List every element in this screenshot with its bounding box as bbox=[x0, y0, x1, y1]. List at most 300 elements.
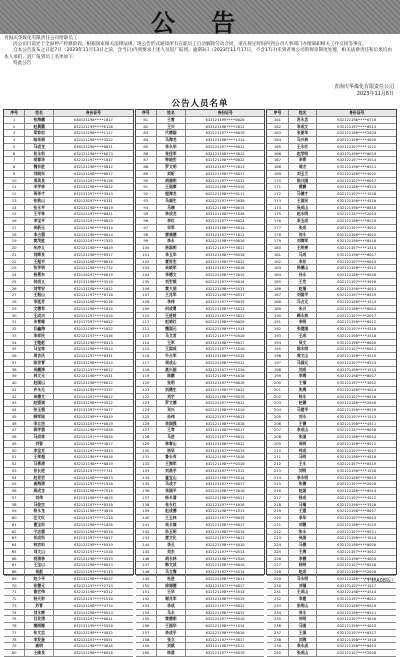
cell-name: 马成龙 bbox=[25, 144, 54, 150]
table-row bbox=[4, 515, 133, 522]
cell-no: 209 bbox=[267, 441, 288, 447]
cell-id: 632121198****0519 bbox=[337, 218, 377, 223]
cell-no: 28 bbox=[4, 299, 25, 305]
cell-name: 吴明 bbox=[289, 441, 318, 447]
cell-name: 钟晓宏 bbox=[157, 157, 186, 163]
table-row bbox=[4, 549, 133, 556]
cell-no: 169 bbox=[267, 171, 288, 177]
cell-name: 刘昕 bbox=[157, 171, 186, 177]
cell-id: 632121198****1012 bbox=[73, 285, 113, 291]
table-row bbox=[136, 353, 265, 360]
cell-no: 43 bbox=[4, 400, 25, 406]
cell-no: 118 bbox=[136, 367, 157, 373]
cell-id: 632121197****1518 bbox=[337, 191, 377, 196]
cell-name: 刘玉兰 bbox=[289, 171, 318, 177]
cell-name: 吴国 bbox=[289, 535, 318, 541]
cell-name: 杨清林 bbox=[25, 556, 54, 562]
cell-name: 何永 bbox=[289, 232, 318, 238]
cell-no: 149 bbox=[136, 576, 157, 582]
cell-name: 刘德 bbox=[289, 522, 318, 528]
cell-no: 113 bbox=[136, 333, 157, 339]
cell-id: 632121197****0012 bbox=[73, 393, 113, 399]
table-row bbox=[267, 596, 396, 603]
cell-name: 王平林 bbox=[25, 211, 54, 217]
cell-name: 张海 bbox=[289, 387, 318, 393]
cell-name: 文德军 bbox=[25, 306, 54, 312]
cell-no: 119 bbox=[136, 373, 157, 379]
table-row bbox=[136, 299, 265, 306]
cell-name: 李国平 bbox=[157, 488, 186, 494]
table-row bbox=[4, 137, 133, 144]
cell-id: 632121198****4011 bbox=[337, 285, 377, 291]
cell-no: 109 bbox=[136, 306, 157, 312]
cell-name: 赵晓红 bbox=[157, 319, 186, 325]
table-row bbox=[4, 616, 133, 623]
table-row bbox=[136, 137, 265, 144]
header-no: 序号 bbox=[136, 110, 157, 116]
table-row bbox=[136, 286, 265, 293]
table-row bbox=[4, 414, 133, 421]
cell-no: 193 bbox=[267, 333, 288, 339]
cell-id: 632121197****0012 bbox=[337, 596, 377, 601]
cell-no: 23 bbox=[4, 265, 25, 271]
cell-no: 112 bbox=[136, 326, 157, 332]
cell-name: 张立 bbox=[157, 637, 186, 643]
cell-no: 180 bbox=[267, 245, 288, 251]
cell-name: 李成龙 bbox=[157, 211, 186, 217]
table-row bbox=[4, 421, 133, 428]
cell-id: 632121198****0012 bbox=[205, 157, 245, 163]
cell-id: 632121198****0310 bbox=[205, 461, 245, 466]
cell-name: 马建平 bbox=[289, 407, 318, 413]
table-row bbox=[267, 279, 396, 286]
table-row bbox=[4, 265, 133, 272]
cell-no: 183 bbox=[267, 265, 288, 271]
cell-no: 215 bbox=[267, 481, 288, 487]
cell-no: 211 bbox=[267, 454, 288, 460]
table-row bbox=[136, 157, 265, 164]
cell-id: 632121197****4512 bbox=[205, 177, 245, 183]
cell-name: 罗文德 bbox=[157, 400, 186, 406]
cell-no: 228 bbox=[267, 569, 288, 575]
cell-no: 16 bbox=[4, 218, 25, 224]
cell-name: 何成义 bbox=[25, 279, 54, 285]
cell-name: 刘明 bbox=[289, 468, 318, 474]
table-row bbox=[267, 569, 396, 576]
table-row bbox=[4, 495, 133, 502]
cell-id: 632121197****1510 bbox=[73, 596, 113, 601]
table-row bbox=[4, 319, 133, 326]
cell-no: 217 bbox=[267, 495, 288, 501]
cell-no: 223 bbox=[267, 535, 288, 541]
cell-no: 154 bbox=[136, 610, 157, 616]
cell-no: 136 bbox=[136, 488, 157, 494]
table-row bbox=[267, 117, 396, 124]
cell-no: 135 bbox=[136, 481, 157, 487]
cell-id: 632121197****3030 bbox=[205, 197, 245, 203]
cell-id: 630121199****0031 bbox=[73, 143, 113, 149]
cell-no: 11 bbox=[4, 184, 25, 190]
cell-no: 81 bbox=[136, 117, 157, 123]
table-row bbox=[267, 603, 396, 610]
cell-no: 48 bbox=[4, 434, 25, 440]
cell-no: 235 bbox=[267, 616, 288, 622]
cell-no: 82 bbox=[136, 124, 157, 130]
cell-name: 刘昌平 bbox=[157, 468, 186, 474]
table-row bbox=[267, 616, 396, 623]
cell-name: 李华 bbox=[289, 515, 318, 521]
cell-id: 632121198****4012 bbox=[205, 258, 245, 264]
cell-no: 115 bbox=[136, 346, 157, 352]
cell-id: 632121198****0513 bbox=[337, 184, 377, 190]
cell-no: 100 bbox=[136, 245, 157, 251]
cell-id: 632121197****0511 bbox=[337, 528, 377, 534]
cell-no: 240 bbox=[267, 650, 288, 656]
table-row bbox=[267, 380, 396, 387]
cell-name: 王福 bbox=[289, 380, 318, 386]
cell-id: 632121198****4015 bbox=[205, 609, 245, 615]
cell-no: 39 bbox=[4, 373, 25, 379]
cell-id: 632121197****3012 bbox=[337, 380, 377, 385]
cell-no: 70 bbox=[4, 583, 25, 589]
cell-no: 76 bbox=[4, 623, 25, 629]
cell-name: 刘成 bbox=[289, 367, 318, 373]
cell-name: 李玉成 bbox=[289, 218, 318, 224]
cell-no: 202 bbox=[267, 394, 288, 400]
table-row bbox=[4, 569, 133, 576]
cell-id: 632121198****6019 bbox=[337, 602, 377, 608]
table-row bbox=[267, 171, 396, 178]
cell-name: 张海鹏 bbox=[25, 117, 54, 123]
cell-no: 220 bbox=[267, 515, 288, 521]
cell-id: 632121198****1022 bbox=[73, 326, 113, 331]
table-row bbox=[267, 164, 396, 171]
cell-no: 226 bbox=[267, 556, 288, 562]
cell-id: 632121198****0519 bbox=[73, 413, 113, 419]
cell-id: 632121197****0510 bbox=[205, 616, 245, 622]
cell-no: 160 bbox=[136, 650, 157, 656]
cell-no: 170 bbox=[267, 178, 288, 184]
table-row bbox=[136, 151, 265, 158]
cell-id: 632121198****0519 bbox=[73, 542, 113, 547]
table-row bbox=[4, 272, 133, 279]
cell-name: 李云 bbox=[157, 542, 186, 548]
cell-no: 131 bbox=[136, 454, 157, 460]
cell-no: 127 bbox=[136, 427, 157, 433]
table-row bbox=[136, 522, 265, 529]
table-row bbox=[4, 427, 133, 434]
table-row bbox=[267, 144, 396, 151]
cell-id: 632121198****0013 bbox=[73, 474, 113, 480]
table-row bbox=[136, 191, 265, 198]
cell-no: 34 bbox=[4, 340, 25, 346]
cell-name: 张学明 bbox=[25, 265, 54, 271]
cell-no: 210 bbox=[267, 448, 288, 454]
cell-no: 221 bbox=[267, 522, 288, 528]
cell-name: 李成平 bbox=[157, 630, 186, 636]
cell-name: 王国成 bbox=[157, 346, 186, 352]
cell-id: 632121198****1516 bbox=[205, 555, 245, 561]
cell-id: 632121197****0018 bbox=[337, 427, 377, 433]
table-row bbox=[136, 360, 265, 367]
table-row bbox=[267, 515, 396, 522]
cell-id: 632121199****3337 bbox=[73, 386, 113, 392]
cell-name: 李青 bbox=[289, 157, 318, 163]
cell-name: 刘荣安 bbox=[25, 286, 54, 292]
cell-id: 632121198****1514 bbox=[337, 535, 377, 541]
cell-name: 赵成 bbox=[289, 569, 318, 575]
cell-name: 赵永明 bbox=[289, 211, 318, 217]
table-row bbox=[136, 205, 265, 212]
cell-no: 141 bbox=[136, 522, 157, 528]
cell-name: 宋学林 bbox=[25, 184, 54, 190]
cell-id: 632121199****6120 bbox=[73, 123, 113, 129]
table-row bbox=[136, 218, 265, 225]
cell-no: 68 bbox=[4, 569, 25, 575]
cell-id: 632121198****1516 bbox=[337, 467, 377, 473]
cell-name: 祁成科 bbox=[25, 535, 54, 541]
cell-no: 194 bbox=[267, 340, 288, 346]
table-row bbox=[136, 198, 265, 205]
cell-no: 139 bbox=[136, 508, 157, 514]
cell-name: 马宝林 bbox=[25, 346, 54, 352]
cell-name: 曹宝科 bbox=[25, 522, 54, 528]
cell-no: 172 bbox=[267, 191, 288, 197]
cell-name: 赵世宏 bbox=[25, 475, 54, 481]
cell-name: 王华 bbox=[157, 589, 186, 595]
cell-name: 王寿 bbox=[157, 427, 186, 433]
cell-id: 632121198****0017 bbox=[73, 170, 113, 176]
table-row bbox=[267, 522, 396, 529]
cell-id: 632121198****4014 bbox=[205, 224, 245, 230]
cell-id: 632121198****6017 bbox=[205, 339, 245, 345]
cell-name: 赵成德 bbox=[157, 508, 186, 514]
table-row bbox=[136, 130, 265, 137]
cell-name: 刘杰 bbox=[157, 549, 186, 555]
table-row bbox=[4, 360, 133, 367]
cell-name: 魏国元 bbox=[157, 326, 186, 332]
cell-id: 632121198****4512 bbox=[205, 643, 245, 649]
cell-id: 632121198****4034 bbox=[73, 508, 113, 514]
cell-no: 92 bbox=[136, 191, 157, 197]
table-row bbox=[136, 529, 265, 536]
cell-no: 122 bbox=[136, 394, 157, 400]
header-id: 身份证号 bbox=[349, 110, 365, 115]
cell-id: 632121197****3012 bbox=[337, 548, 377, 554]
cell-id: 632122197****0019 bbox=[73, 218, 113, 223]
cell-name: 吴晓军 bbox=[157, 265, 186, 271]
table-row bbox=[4, 252, 133, 259]
cell-no: 32 bbox=[4, 326, 25, 332]
cell-name: 高海清 bbox=[25, 481, 54, 487]
cell-id: 632121197****2013 bbox=[205, 164, 245, 169]
cell-id: 632121198****0519 bbox=[205, 393, 245, 399]
cell-name: 胡永林 bbox=[157, 556, 186, 562]
cell-id: 632121198****5513 bbox=[205, 285, 245, 291]
table-row bbox=[267, 556, 396, 563]
cell-name: 吴文 bbox=[289, 340, 318, 346]
cell-name: 雷世宏 bbox=[157, 259, 186, 265]
cell-id: 632121198****0312 bbox=[205, 359, 245, 365]
cell-no: 230 bbox=[267, 583, 288, 589]
cell-id: 632121198****2012 bbox=[205, 386, 245, 392]
table-row bbox=[136, 643, 265, 650]
cell-no: 200 bbox=[267, 380, 288, 386]
cell-name: 孙永 bbox=[289, 272, 318, 278]
cell-name: 马德 bbox=[289, 542, 318, 548]
cell-name: 杨明 bbox=[289, 562, 318, 568]
table-row bbox=[267, 407, 396, 414]
table-row bbox=[267, 151, 396, 158]
cell-name: 王成山 bbox=[289, 589, 318, 595]
cell-no: 5 bbox=[4, 144, 25, 150]
cell-id: 632121198****0312 bbox=[73, 589, 113, 595]
cell-no: 102 bbox=[136, 259, 157, 265]
cell-id: 632121197****6017 bbox=[337, 177, 377, 183]
cell-name: 程海龙 bbox=[157, 191, 186, 197]
table-row bbox=[4, 164, 133, 171]
cell-no: 26 bbox=[4, 286, 25, 292]
cell-id: 632121197****0518 bbox=[337, 562, 377, 568]
cell-id: 632121197****1616 bbox=[73, 312, 113, 318]
cell-name: 王玉林 bbox=[157, 515, 186, 521]
table-row bbox=[4, 171, 133, 178]
cell-id: 632121198****0519 bbox=[205, 596, 245, 601]
table-row bbox=[4, 205, 133, 212]
cell-id: 632121197****6113 bbox=[73, 569, 113, 574]
cell-no: 224 bbox=[267, 542, 288, 548]
cell-id: 632121198****6710 bbox=[337, 116, 377, 122]
cell-name: 王国 bbox=[289, 630, 318, 636]
table-row bbox=[267, 400, 396, 407]
cell-id: 632121197****0019 bbox=[73, 420, 113, 426]
cell-id: 632121197****3016 bbox=[337, 616, 377, 622]
cell-no: 61 bbox=[4, 522, 25, 528]
table-row bbox=[267, 441, 396, 448]
cell-id: 632121197****2014 bbox=[337, 211, 377, 217]
cell-no: 106 bbox=[136, 286, 157, 292]
table-row bbox=[4, 245, 133, 252]
cell-no: 195 bbox=[267, 346, 288, 352]
cell-name: 廖福德 bbox=[157, 232, 186, 238]
cell-name: 张铁山 bbox=[25, 198, 54, 204]
cell-id: 632121197****0024 bbox=[205, 218, 245, 223]
cell-id: 632121198****2012 bbox=[205, 123, 245, 129]
cell-name: 赵强斌 bbox=[25, 400, 54, 406]
table-row bbox=[4, 650, 133, 657]
header-name: 姓名 bbox=[25, 110, 54, 116]
table-row bbox=[136, 549, 265, 556]
cell-no: 41 bbox=[4, 387, 25, 393]
table-row bbox=[267, 353, 396, 360]
cell-id: 632121197****8136 bbox=[73, 177, 113, 183]
cell-id: 632121197****3012 bbox=[205, 535, 245, 541]
cell-no: 65 bbox=[4, 549, 25, 555]
cell-id: 632121197****1510 bbox=[205, 346, 245, 352]
cell-name: 张成山 bbox=[289, 650, 318, 656]
table-row bbox=[267, 299, 396, 306]
table-row bbox=[267, 495, 396, 502]
cell-no: 46 bbox=[4, 421, 25, 427]
cell-no: 214 bbox=[267, 475, 288, 481]
table-row bbox=[136, 265, 265, 272]
table-row bbox=[136, 542, 265, 549]
cell-no: 190 bbox=[267, 313, 288, 319]
cell-no: 163 bbox=[267, 130, 288, 136]
cell-name: 王孝超 bbox=[25, 454, 54, 460]
header-name: 姓名 bbox=[157, 110, 186, 116]
cell-no: 177 bbox=[267, 225, 288, 231]
cell-no: 233 bbox=[267, 603, 288, 609]
table-row bbox=[4, 130, 133, 137]
cell-id: 632121198****8617 bbox=[205, 170, 245, 176]
cell-name: 赵晨霞 bbox=[25, 124, 54, 130]
cell-name: 李立法 bbox=[25, 421, 54, 427]
cell-id: 632121198****0510 bbox=[337, 238, 377, 244]
cell-id: 632121198****4519 bbox=[337, 353, 377, 358]
cell-no: 22 bbox=[4, 259, 25, 265]
cell-name: 王建 bbox=[289, 508, 318, 514]
cell-name: 苏青 bbox=[25, 603, 54, 609]
paragraph-2: 自本公告发布之日起7日（2023年11月13日之前，含当日)内到要求上述人员返厂报到。逾期3日（2023年11月17日，不含17日)未到者视公司的规章制度处理，相关法律责任和后果均由本人承担。返厂报到员工名单如下： bbox=[4, 48, 393, 60]
table-row bbox=[267, 502, 396, 509]
table-row bbox=[4, 556, 133, 563]
cell-no: 95 bbox=[136, 211, 157, 217]
cell-name: 张长进 bbox=[25, 468, 54, 474]
cell-name: 陈鹏 bbox=[157, 373, 186, 379]
cell-id: 632121198****1513 bbox=[205, 508, 245, 514]
cell-id: 632121198****4512 bbox=[337, 265, 377, 271]
cell-name: 邓兴 bbox=[157, 407, 186, 413]
cell-id: 632121197****0710 bbox=[73, 292, 113, 298]
cell-no: 212 bbox=[267, 461, 288, 467]
cell-no: 38 bbox=[4, 367, 25, 373]
table-row bbox=[267, 488, 396, 495]
cell-name: 赵福 bbox=[289, 286, 318, 292]
table-row bbox=[4, 313, 133, 320]
cell-no: 18 bbox=[4, 232, 25, 238]
table-row bbox=[4, 191, 133, 198]
table-row bbox=[136, 164, 265, 171]
cell-no: 126 bbox=[136, 421, 157, 427]
table-row bbox=[136, 319, 265, 326]
cell-id: 632121198****4013 bbox=[337, 623, 377, 628]
cell-no: 125 bbox=[136, 414, 157, 420]
table-row bbox=[267, 367, 396, 374]
cell-id: 632121197****4510 bbox=[337, 326, 377, 331]
table-row bbox=[136, 589, 265, 596]
cell-no: 99 bbox=[136, 238, 157, 244]
cell-no: 69 bbox=[4, 576, 25, 582]
cell-name: 马国元 bbox=[289, 360, 318, 366]
table-row bbox=[136, 576, 265, 583]
table-row bbox=[136, 367, 265, 374]
table-row bbox=[267, 265, 396, 272]
cell-name: 马福生 bbox=[157, 198, 186, 204]
cell-name: 黄茂胜 bbox=[25, 238, 54, 244]
cell-id: 632121198****0016 bbox=[337, 204, 377, 210]
cell-no: 181 bbox=[267, 252, 288, 258]
cell-name: 王德 bbox=[289, 421, 318, 427]
table-row bbox=[136, 562, 265, 569]
cell-id: 632121197****2018 bbox=[337, 650, 377, 655]
cell-id: 632121198****1015 bbox=[73, 305, 113, 311]
cell-id: 632121197****7533 bbox=[73, 238, 113, 244]
cell-name: 刘智 bbox=[25, 441, 54, 447]
table-row bbox=[136, 380, 265, 387]
cell-name: 汪文红 bbox=[25, 515, 54, 521]
cell-no: 15 bbox=[4, 211, 25, 217]
